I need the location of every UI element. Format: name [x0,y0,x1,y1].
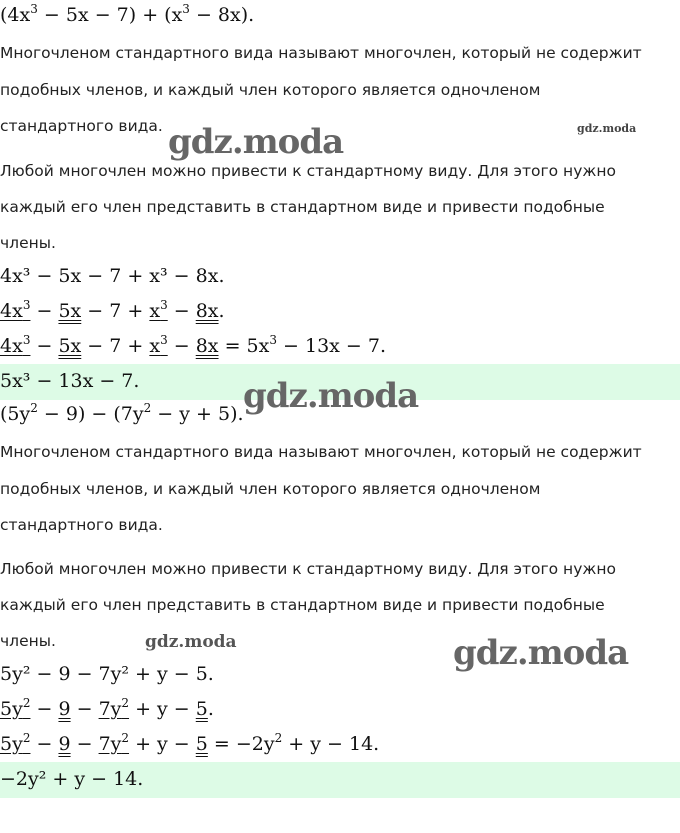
solution-step-marked: $5y^2 - 9 - 7y^2 + y - 5$. [0,696,214,720]
definition-text: Многочленом стандартного вида называют многочлен, который не содержит [0,443,642,461]
watermark: gdz.moda [243,376,419,416]
rule-text: члены. [0,234,56,252]
watermark: gdz.moda [145,632,237,652]
watermark: gdz.moda [168,122,344,162]
rule-text: каждый его член представить в стандартном виде и привести подобные [0,596,605,614]
definition-text: Многочленом стандартного вида называют многочлен, который не содержит [0,44,642,62]
solution-step: 5y² − 9 − 7y² + y − 5. [0,663,214,685]
definition-text: подобных членов, и каждый член которого является одночленом [0,81,541,99]
rule-text: члены. [0,632,56,650]
watermark: gdz.moda [453,633,629,673]
definition-text: подобных членов, и каждый член которого является одночленом [0,480,541,498]
solution-step: 4x³ − 5x − 7 + x³ − 8x. [0,265,225,287]
rule-text: каждый его член представить в стандартном виде и привести подобные [0,198,605,216]
task-expression: $(5y^2 - 9) - (7y^2 - y + 5)$. [0,401,244,425]
answer: 5x³ − 13x − 7. [0,370,140,392]
definition-text: стандартного вида. [0,516,163,534]
task-expression: $(4x^3 - 5x - 7) + (x^3 - 8x)$. [0,2,255,26]
solution-step-combined: $4x^3 - 5x - 7 + x^3 - 8x = 5x^3 - 13x - 7$. [0,333,387,357]
watermark: gdz.moda [577,122,637,135]
solution-step-marked: $4x^3 - 5x - 7 + x^3 - 8x$. [0,298,225,322]
solution-step-combined: $5y^2 - 9 - 7y^2 + y - 5 = -2y^2 + y - 14$. [0,731,380,755]
answer: −2y² + y − 14. [0,768,144,790]
rule-text: Любой многочлен можно привести к стандартному виду. Для этого нужно [0,162,616,180]
definition-text: стандартного вида. [0,117,163,135]
rule-text: Любой многочлен можно привести к стандартному виду. Для этого нужно [0,560,616,578]
